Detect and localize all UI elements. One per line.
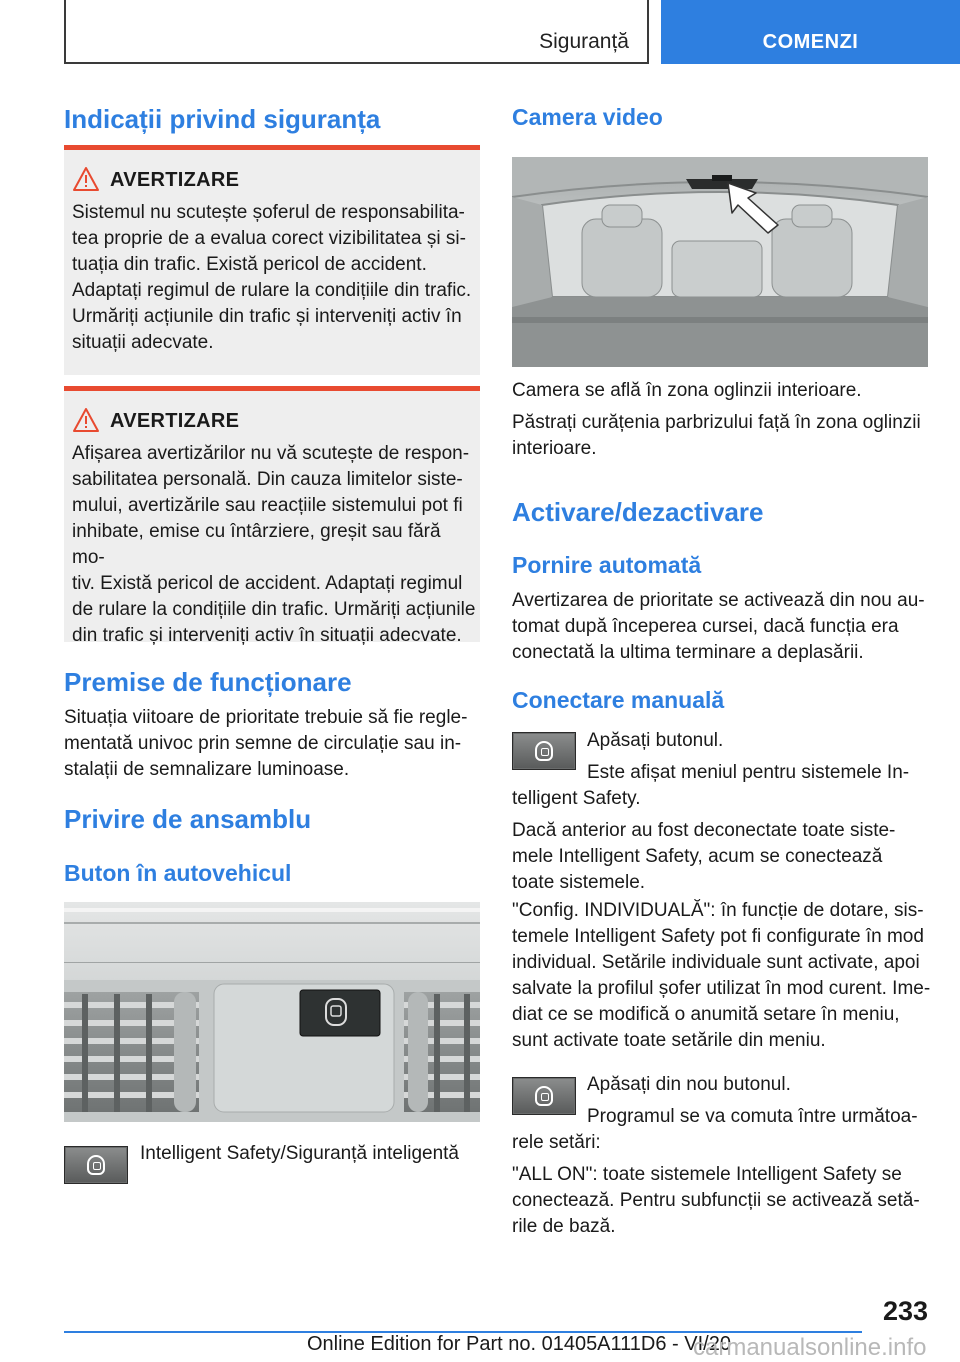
text-line: tomat după începerea cursei, dacă funcția era xyxy=(512,616,899,637)
text-line: Păstrați curățenia parbrizului față în zona oglinzii xyxy=(512,412,921,433)
car-shield-icon xyxy=(535,1086,553,1106)
heading-camera: Camera video xyxy=(512,104,663,130)
text-line: "ALL ON": toate sistemele Intelligent Safety se xyxy=(512,1164,902,1185)
manual-menu-text xyxy=(512,760,928,812)
warning-box-2 xyxy=(64,386,480,646)
heading-manual: Conectare manuală xyxy=(512,687,725,713)
text-line: Este afișat meniul pentru sistemele In- xyxy=(587,762,910,783)
manual-toggle-text xyxy=(512,1104,928,1156)
intelligent-safety-button-icon xyxy=(64,1146,128,1184)
warning-line: mului, avertizările sau reacțiile sistemului pot fi xyxy=(72,495,463,516)
button-caption: Intelligent Safety/Siguranță inteligentă xyxy=(140,1143,459,1164)
car-interior-illustration xyxy=(512,157,928,367)
heading-safety: Indicații privind siguranța xyxy=(64,104,381,134)
camera-figure xyxy=(512,157,928,367)
text-line: salvate la profilul șofer utilizat în mod curent. Ime- xyxy=(512,978,931,999)
text-line: stalații de semnalizare luminoase. xyxy=(64,759,350,780)
warning-line: tiv. Există pericol de accident. Adaptați regimul xyxy=(72,573,463,594)
text-line: Programul se va comuta între următoa- xyxy=(587,1106,918,1127)
warning-text xyxy=(72,441,476,649)
text-line: mentată univoc prin semne de circulație sau in- xyxy=(64,733,462,754)
warning-line: Urmăriți acțiunile din trafic și interveniți activ în xyxy=(72,306,462,327)
text-line: rile de bază. xyxy=(512,1216,616,1237)
text-line: interioare. xyxy=(512,438,597,459)
warning-line: Sistemul nu scutește șoferul de responsabilita- xyxy=(72,202,465,223)
warning-line: situații adecvate. xyxy=(72,332,214,353)
warning-title: AVERTIZARE xyxy=(110,410,240,432)
chapter-title: COMENZI xyxy=(762,31,859,53)
premise-paragraph xyxy=(64,705,480,783)
manual-step-1: Apăsați butonul. xyxy=(587,730,724,751)
warning-line: sabilitatea personală. Din cauza limitelor siste- xyxy=(72,469,463,490)
warning-line: de rulare la condițiile din trafic. Urmăriți acțiunile xyxy=(72,599,476,620)
text-line: Dacă anterior au fost deconectate toate siste- xyxy=(512,820,896,841)
car-shield-icon xyxy=(535,741,553,761)
text-line: temele Intelligent Safety pot fi configurate în mod xyxy=(512,926,924,947)
text-line: mele Intelligent Safety, acum se conectează xyxy=(512,846,883,867)
header-chapter-tab xyxy=(661,0,960,64)
text-line: Avertizarea de prioritate se activează din nou au- xyxy=(512,590,925,611)
text-line: diat ce se modifică o anumită setare în meniu, xyxy=(512,1004,900,1025)
dashboard-button-figure xyxy=(64,902,480,1122)
warning-line: tea proprie de a evalua corect vizibilitatea și si- xyxy=(72,228,466,249)
manual-config-text xyxy=(512,898,932,1054)
text-line: rele setări: xyxy=(512,1132,601,1153)
text-line: conectată la ultima terminare a deplasării. xyxy=(512,642,864,663)
warning-title: AVERTIZARE xyxy=(110,169,240,191)
heading-auto-start: Pornire automată xyxy=(512,552,702,578)
dashboard-illustration xyxy=(64,902,480,1122)
warning-line: inhibate, emise cu întârziere, greșit sau fără mo- xyxy=(72,521,441,568)
text-line: sunt activate toate setările din meniu. xyxy=(512,1030,826,1051)
warning-triangle-icon xyxy=(72,166,100,192)
text-line: individual. Setările individuale sunt activate, apoi xyxy=(512,952,920,973)
warning-text xyxy=(72,200,476,356)
watermark: carmanualsonline.info xyxy=(693,1334,927,1361)
section-title: Siguranță xyxy=(539,30,629,53)
heading-button: Buton în autovehicul xyxy=(64,860,292,886)
warning-line: tuația din trafic. Există pericol de accident. xyxy=(72,254,427,275)
warning-box-1 xyxy=(64,145,480,375)
text-line: "Config. INDIVIDUALĂ": în funcție de dotare, sis- xyxy=(512,900,924,921)
manual-all-on-text xyxy=(512,1162,928,1240)
heading-premise: Premise de funcționare xyxy=(64,667,352,697)
text-line: telligent Safety. xyxy=(512,788,641,809)
text-line: conectează. Pentru subfuncții se activează setă- xyxy=(512,1190,920,1211)
warning-triangle-icon xyxy=(72,407,100,433)
warning-line: din trafic și interveniți activ în situații adecvate. xyxy=(72,625,462,646)
heading-activation: Activare/dezactivare xyxy=(512,497,764,527)
auto-start-paragraph xyxy=(512,588,928,666)
page-number: 233 xyxy=(882,1296,928,1326)
manual-step-2: Apăsați din nou butonul. xyxy=(587,1074,791,1095)
manual-reactivate-text xyxy=(512,818,928,896)
camera-location-text: Camera se află în zona oglinzii interioare. xyxy=(512,380,862,401)
text-line: toate sistemele. xyxy=(512,872,646,893)
heading-overview: Privire de ansamblu xyxy=(64,804,312,834)
footer-edition: Online Edition for Part no. 01405A111D6 - VI/20 xyxy=(307,1333,731,1355)
text-line: Situația viitoare de prioritate trebuie să fie regle- xyxy=(64,707,468,728)
car-shield-icon xyxy=(87,1155,105,1175)
warning-line: Afișarea avertizărilor nu vă scutește de respon- xyxy=(72,443,470,464)
header-section-tab xyxy=(64,0,649,64)
warning-line: Adaptați regimul de rulare la condițiile din trafic. xyxy=(72,280,472,301)
camera-cleaning-text xyxy=(512,410,928,462)
